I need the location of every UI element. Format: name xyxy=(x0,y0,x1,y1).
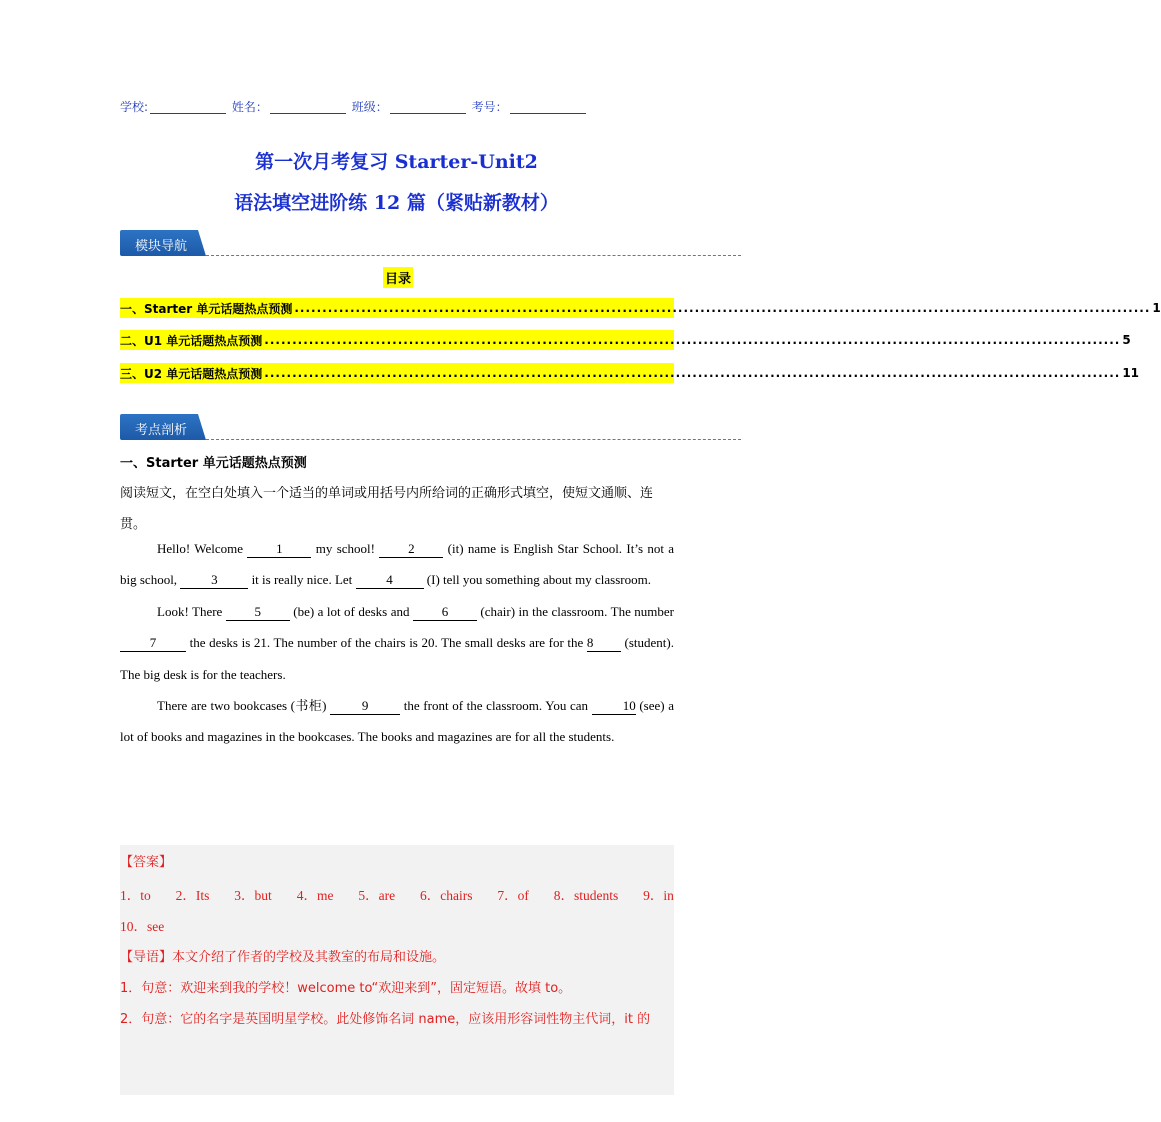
answer-item: 2．Its xyxy=(175,888,210,903)
answer-item: 10．see xyxy=(120,919,165,934)
toc-item-label: 三、U2 单元话题热点预测 xyxy=(120,366,263,381)
exam-no-label: 考号： xyxy=(471,100,508,114)
passage-paragraph: Hello! Welcome 1 my school! 2 (it) name is English Star School. It’s not a big school, 3 it is really nice. Let 4 (I) tell you something about my classroom. xyxy=(120,541,675,588)
answer-item: 8．students xyxy=(553,888,619,903)
toc-item-page: 11 xyxy=(1122,366,1140,380)
divider xyxy=(206,255,741,256)
toc-item[interactable]: 一、Starter 单元话题热点预测 .......................................................................................................................................................... 1 xyxy=(120,298,674,318)
name-blank xyxy=(270,101,346,114)
toc-item[interactable]: 二、U1 单元话题热点预测 .......................................................................................................................................................... 5 xyxy=(120,330,674,350)
blank-8[interactable]: 8 xyxy=(587,635,621,652)
answer-item: 4．me xyxy=(296,888,334,903)
passage xyxy=(120,533,674,753)
toc-item-page: 5 xyxy=(1122,333,1131,347)
blank-6[interactable]: 6 xyxy=(413,604,477,621)
explanation-2: 2．句意：它的名字是英国明星学校。此处修饰名词 name，应该用形容词性物主代词，it 的 xyxy=(120,1012,651,1027)
guide-line xyxy=(120,946,674,965)
blank-2[interactable]: 2 xyxy=(379,541,443,558)
blank-4[interactable]: 4 xyxy=(356,572,424,589)
answer-item: 6．chairs xyxy=(419,888,473,903)
answer-item: 9．in xyxy=(643,888,674,903)
guide-label: 【导语】 xyxy=(120,950,173,965)
passage-paragraph: Look! There 5 (be) a lot of desks and 6 (chair) in the classroom. The number 7 the desks is 21. The number of the chairs is 20. The small desks are for the 8 (student). The big desk is for the teachers. xyxy=(120,603,675,682)
blank-9[interactable]: 9 xyxy=(330,698,400,715)
name-label: 姓名： xyxy=(231,100,268,114)
blank-10[interactable]: 10 xyxy=(592,698,636,715)
explanation-1: 1．句意：欢迎来到我的学校！welcome to“欢迎来到”，固定短语。故填 to。 xyxy=(120,981,572,996)
toc-item-label: 一、Starter 单元话题热点预测 xyxy=(120,301,293,316)
page-subtitle: 语法填空进阶练 12 篇（紧贴新教材） xyxy=(234,192,559,214)
answer-item: 1．to xyxy=(120,888,151,903)
passage-paragraph: There are two bookcases (书柜) 9 the front of the classroom. You can 10 (see) a lot of books and magazines in the bookcases. The books and magazines are for all the students. xyxy=(120,698,675,745)
guide-text: 本文介绍了作者的学校及其教室的布局和设施。 xyxy=(172,950,446,965)
answer-label: 【答案】 xyxy=(120,855,173,870)
class-label: 班级： xyxy=(351,100,388,114)
analysis-tab-label: 考点剖析 xyxy=(135,423,188,438)
page-title: 第一次月考复习 Starter-Unit2 xyxy=(255,151,538,173)
blank-3[interactable]: 3 xyxy=(180,572,248,589)
blank-7[interactable]: 7 xyxy=(120,635,186,652)
answer-item: 5．are xyxy=(358,888,396,903)
nav-tab-label: 模块导航 xyxy=(135,239,188,254)
toc-item-page: 1 xyxy=(1152,301,1161,315)
school-blank xyxy=(150,101,226,114)
section-heading: 一、Starter 单元话题热点预测 xyxy=(120,456,307,471)
school-label: 学校: xyxy=(120,100,149,114)
answer-item: 7．of xyxy=(497,888,529,903)
answer-panel xyxy=(120,845,674,1095)
blank-1[interactable]: 1 xyxy=(247,541,311,558)
nav-section-tab xyxy=(120,230,520,256)
answer-item: 3．but xyxy=(234,888,272,903)
student-info-header xyxy=(120,98,588,115)
divider xyxy=(206,439,741,440)
class-blank xyxy=(390,101,466,114)
toc-item-label: 二、U1 单元话题热点预测 xyxy=(120,333,263,348)
toc-item[interactable]: 三、U2 单元话题热点预测 .......................................................................................................................................................... 11 xyxy=(120,363,674,383)
analysis-section-tab xyxy=(120,414,520,440)
toc-title: 目录 xyxy=(383,267,413,288)
instruction-text: 阅读短文，在空白处填入一个适当的单词或用括号内所给词的正确形式填空，使短文通顺、连贯。 xyxy=(120,486,654,532)
answer-list xyxy=(120,884,674,904)
blank-5[interactable]: 5 xyxy=(226,604,290,621)
exam-no-blank xyxy=(510,101,586,114)
